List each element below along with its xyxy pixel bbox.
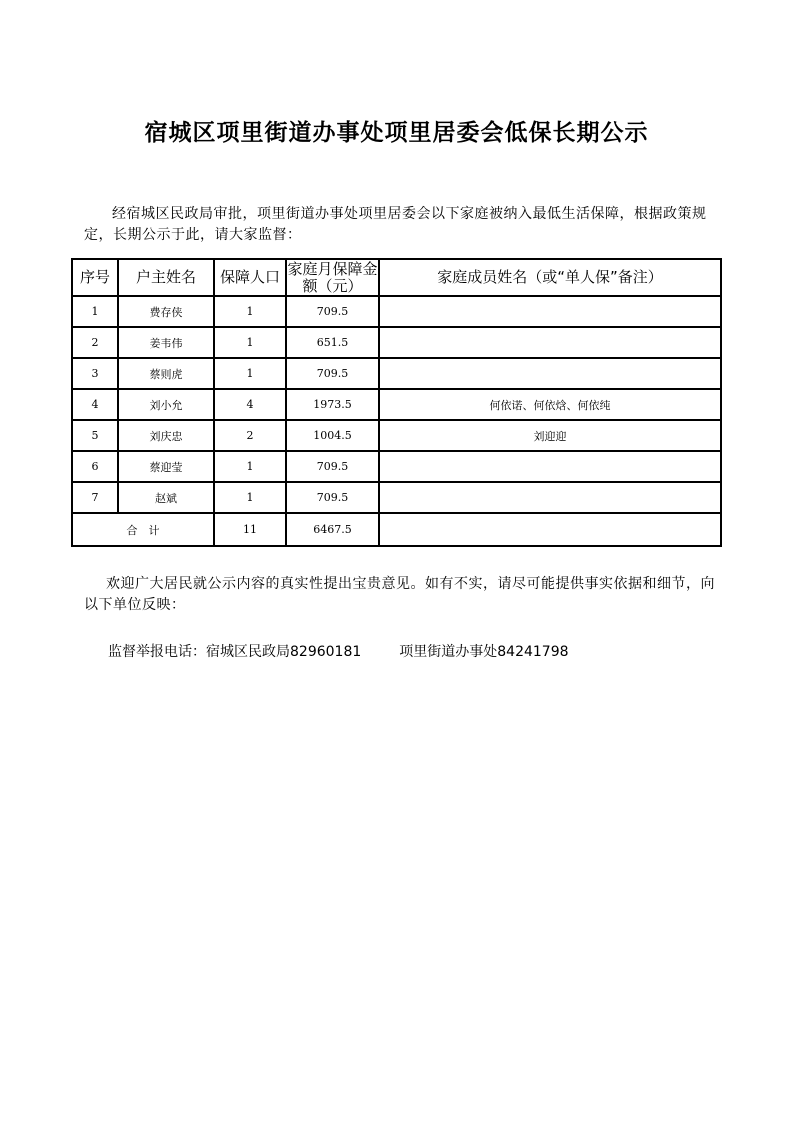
cell-people: 2 [214,420,286,451]
total-label: 合 计 [72,513,214,546]
header-family-members: 家庭成员姓名（或“单人保”备注） [379,259,721,296]
table-row [72,482,721,513]
table-row [72,389,721,420]
cell-serial: 4 [72,389,118,420]
table-row [72,327,721,358]
cell-householder: 蔡则虎 [118,358,214,389]
table-row [72,296,721,327]
cell-members [379,358,721,389]
cell-amount: 709.5 [286,296,379,327]
table-row [72,420,721,451]
cell-amount: 709.5 [286,358,379,389]
cell-members [379,482,721,513]
cell-serial: 1 [72,296,118,327]
cell-amount: 1973.5 [286,389,379,420]
cell-householder: 费存侠 [118,296,214,327]
cell-householder: 刘小允 [118,389,214,420]
contact-line [108,641,569,661]
cell-householder: 蔡迎莹 [118,451,214,482]
street-office-phone: 84241798 [497,644,569,660]
total-members [379,513,721,546]
cell-members [379,296,721,327]
assistance-table [71,258,722,547]
cell-members: 刘迎迎 [379,420,721,451]
cell-amount: 1004.5 [286,420,379,451]
total-amount: 6467.5 [286,513,379,546]
cell-householder: 姜韦伟 [118,327,214,358]
civil-affairs-phone: 82960181 [290,644,362,660]
cell-people: 1 [214,358,286,389]
street-office-label: 项里街道办事处 [399,644,498,660]
cell-members [379,327,721,358]
cell-people: 1 [214,482,286,513]
cell-people: 1 [214,451,286,482]
cell-serial: 7 [72,482,118,513]
cell-amount: 709.5 [286,451,379,482]
cell-amount: 709.5 [286,482,379,513]
header-serial: 序号 [72,259,118,296]
intro-paragraph: 经宿城区民政局审批，项里街道办事处项里居委会以下家庭被纳入最低生活保障，根据政策规定，长期公示于此，请大家监督： [84,206,707,243]
table-total-row [72,513,721,546]
cell-householder: 刘庆忠 [118,420,214,451]
cell-people: 1 [214,296,286,327]
cell-amount: 651.5 [286,327,379,358]
table-row [72,451,721,482]
total-people: 11 [214,513,286,546]
cell-people: 4 [214,389,286,420]
cell-householder: 赵斌 [118,482,214,513]
header-householder: 户主姓名 [118,259,214,296]
cell-serial: 6 [72,451,118,482]
table-header-row [72,259,721,296]
cell-members: 何依诺、何依焓、何依纯 [379,389,721,420]
table-row [72,358,721,389]
header-monthly-amount: 家庭月保障金额（元） [287,259,378,295]
cell-people: 1 [214,327,286,358]
contact-prefix: 监督举报电话：宿城区民政局 [108,644,290,660]
feedback-paragraph: 欢迎广大居民就公示内容的真实性提出宝贵意见。如有不实，请尽可能提供事实依据和细节，向以下单位反映： [84,576,715,613]
cell-serial: 2 [72,327,118,358]
cell-serial: 5 [72,420,118,451]
cell-serial: 3 [72,358,118,389]
page-title: 宿城区项里街道办事处项里居委会低保长期公示 [144,120,649,146]
cell-members [379,451,721,482]
header-covered-people: 保障人口 [214,259,286,296]
